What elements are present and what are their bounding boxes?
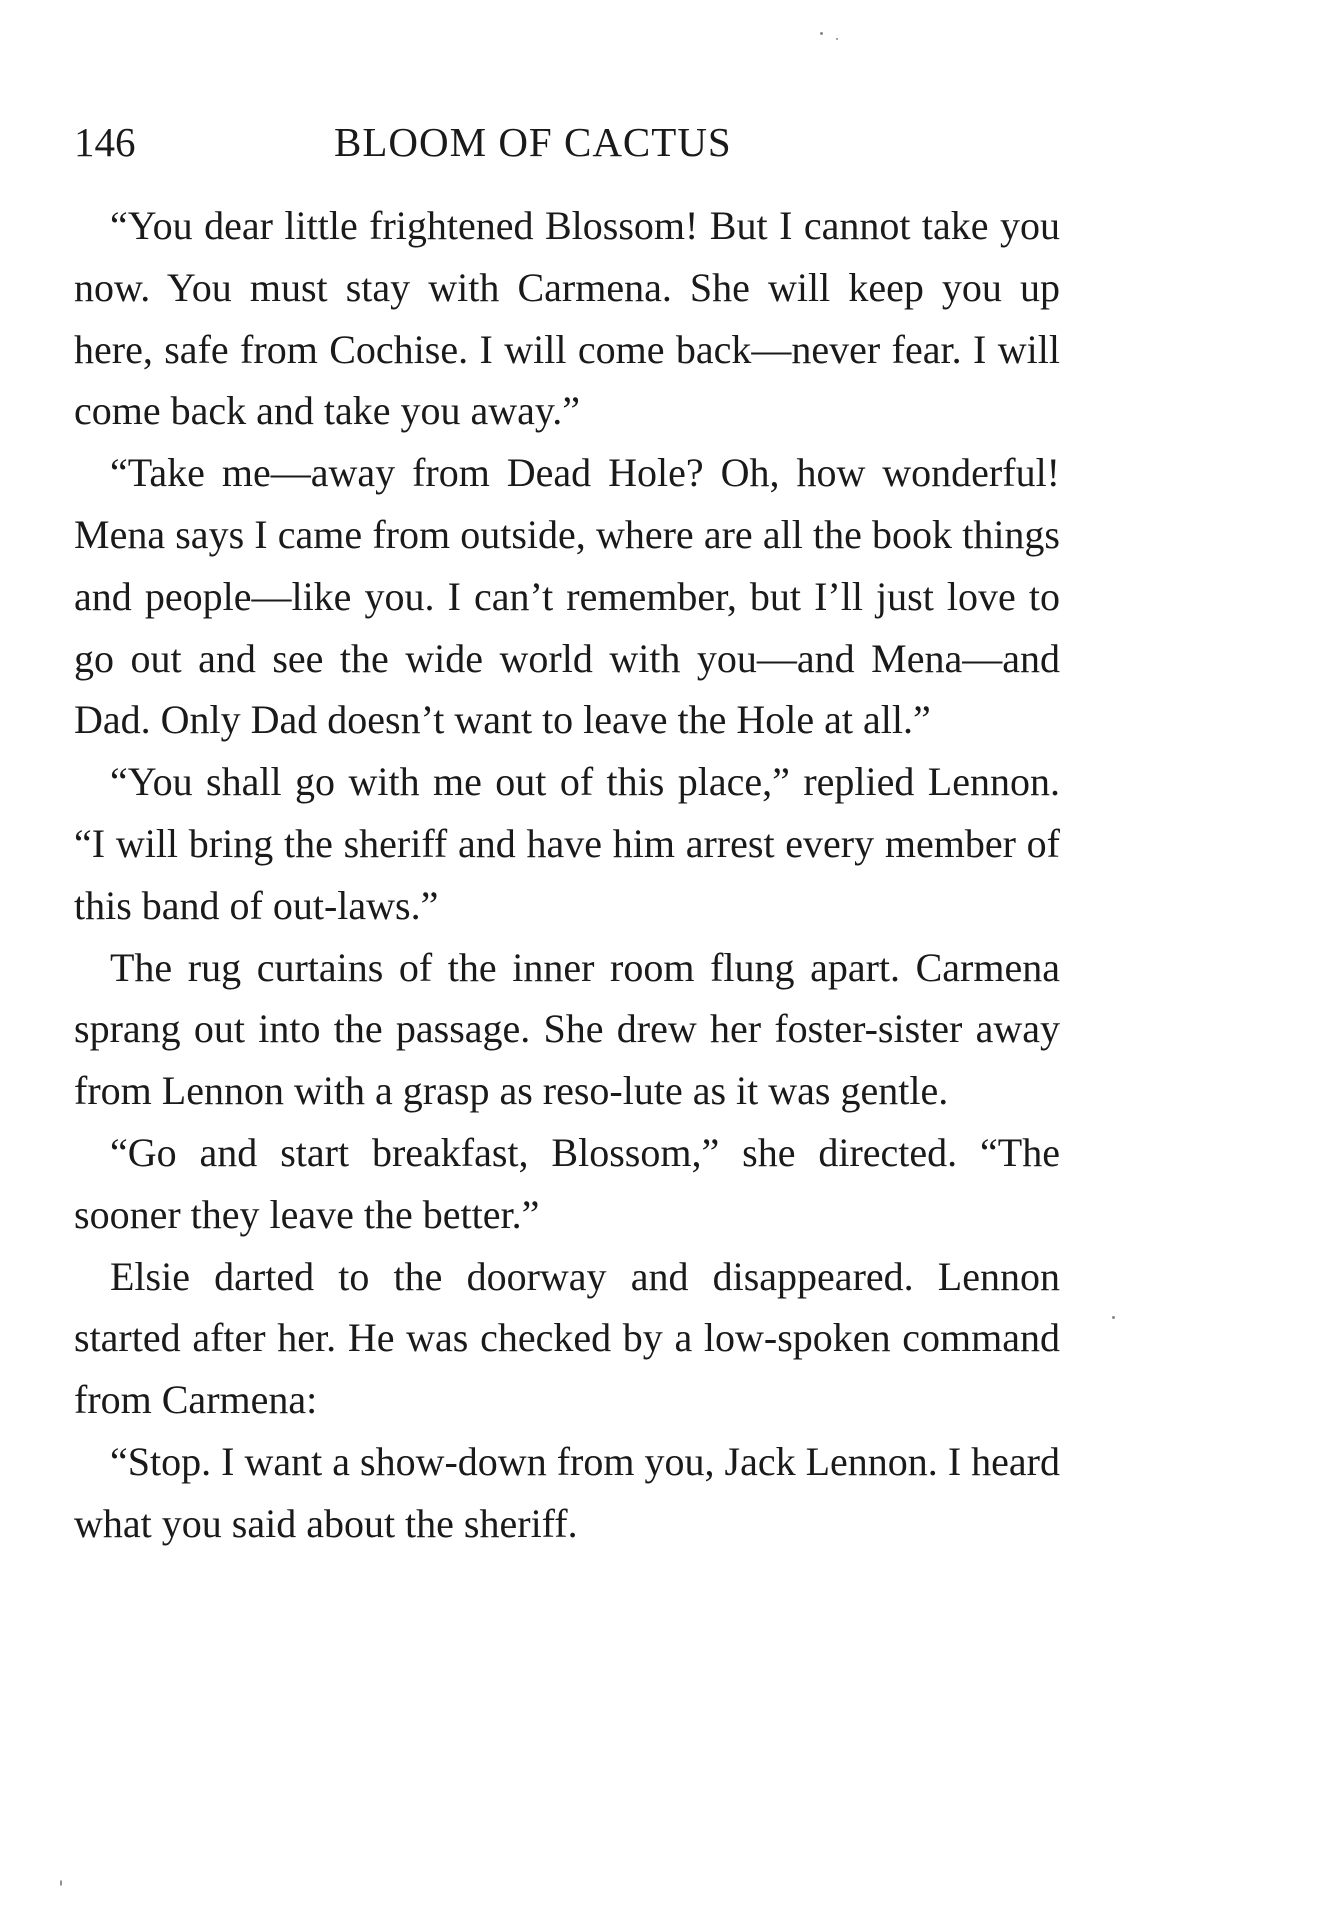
paragraph: “Go and start breakfast, Blossom,” she directed. “The sooner they leave the better.” <box>74 1129 1060 1237</box>
running-title: BLOOM OF CACTUS <box>334 119 732 165</box>
page-number: 146 <box>74 119 136 165</box>
paragraph: “You shall go with me out of this place,” replied Lennon. “I will bring the sheriff and have him arrest every member of this band of out-laws.” <box>74 759 1060 928</box>
paragraph: The rug curtains of the inner room flung apart. Carmena sprang out into the passage. She drew her foster-sister away from Lennon with a grasp as reso-lute as it was gentle. <box>74 944 1060 1114</box>
paragraph: “Take me—away from Dead Hole? Oh, how wonderful! Mena says I came from outside, where are all the book things and people—like you. I can’t remember, but I’ll just love to go out and see the wide world with you—and Mena—and Dad. Only Dad doesn’t want to leave the Hole at all.” <box>74 450 1060 743</box>
paper-speck <box>820 32 823 35</box>
paragraph: “Stop. I want a show-down from you, Jack Lennon. I heard what you said about the sheriff. <box>74 1438 1060 1546</box>
paragraph: “You dear little frightened Blossom! But I cannot take you now. You must stay with Carmena. She will keep you up here, safe from Cochise. I will come back—never fear. I will come back and take you away.” <box>74 203 1060 434</box>
paper-speck <box>1112 1316 1115 1319</box>
paper-speck <box>836 38 838 40</box>
paper-speck <box>60 1880 62 1886</box>
running-head <box>74 112 1060 172</box>
body-text <box>74 195 1060 1555</box>
paragraph: Elsie darted to the doorway and disappeared. Lennon started after her. He was checked by a low-spoken command from Carmena: <box>74 1253 1060 1423</box>
